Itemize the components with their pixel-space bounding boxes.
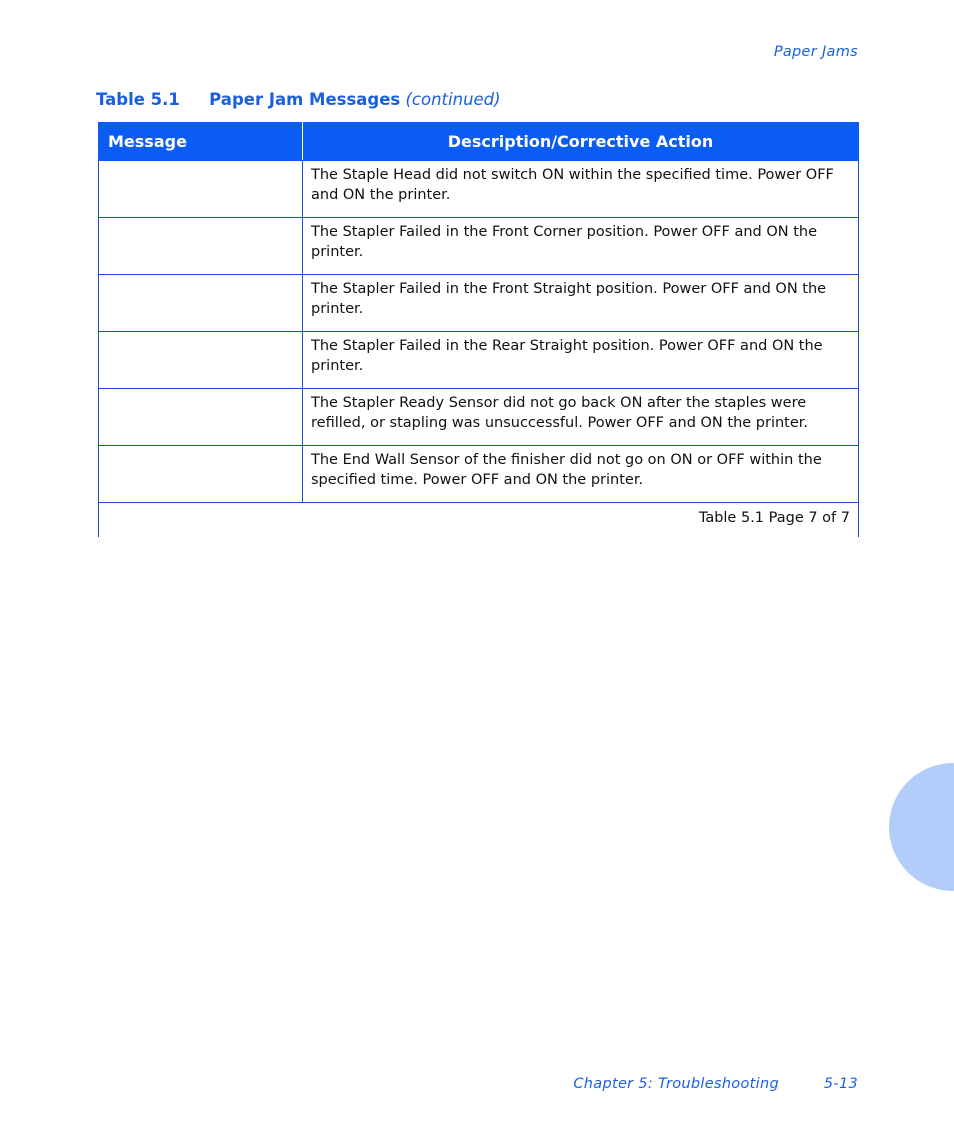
description-cell: The Staple Head did not switch ON within the specified time. Power OFF and ON the printer. xyxy=(303,161,859,218)
table-row xyxy=(99,161,859,218)
table-title: Paper Jam Messages xyxy=(209,90,401,109)
paper-jam-table xyxy=(98,122,859,537)
table-header-row xyxy=(99,123,859,161)
message-cell xyxy=(99,161,303,218)
column-header-description: Description/Corrective Action xyxy=(303,123,859,161)
description-cell: The Stapler Failed in the Rear Straight position. Power OFF and ON the printer. xyxy=(303,332,859,389)
column-header-message: Message xyxy=(99,123,303,161)
message-cell xyxy=(99,218,303,275)
chapter-tab-marker xyxy=(889,763,954,891)
message-cell xyxy=(99,332,303,389)
description-cell: The Stapler Ready Sensor did not go back ON after the staples were refilled, or stapling was unsuccessful. Power OFF and ON the printer. xyxy=(303,389,859,446)
table-row xyxy=(99,275,859,332)
page-number: 5-13 xyxy=(823,1076,858,1092)
table-row xyxy=(99,446,859,503)
message-cell xyxy=(99,389,303,446)
running-header: Paper Jams xyxy=(773,44,858,60)
description-cell: The End Wall Sensor of the finisher did not go on ON or OFF within the specified time. Power OFF and ON the printer. xyxy=(303,446,859,503)
continued-label: (continued) xyxy=(405,90,501,109)
message-cell xyxy=(99,275,303,332)
table-row xyxy=(99,389,859,446)
chapter-label: Chapter 5: Troubleshooting xyxy=(573,1076,779,1092)
description-cell: The Stapler Failed in the Front Straight position. Power OFF and ON the printer. xyxy=(303,275,859,332)
table-row xyxy=(99,332,859,389)
table-page-indicator: Table 5.1 Page 7 of 7 xyxy=(99,503,859,537)
message-cell xyxy=(99,446,303,503)
table-caption xyxy=(96,90,501,109)
description-cell: The Stapler Failed in the Front Corner position. Power OFF and ON the printer. xyxy=(303,218,859,275)
table-footer-row xyxy=(99,503,859,537)
page-footer xyxy=(573,1076,858,1092)
table-row xyxy=(99,218,859,275)
table-number: Table 5.1 xyxy=(96,90,180,109)
